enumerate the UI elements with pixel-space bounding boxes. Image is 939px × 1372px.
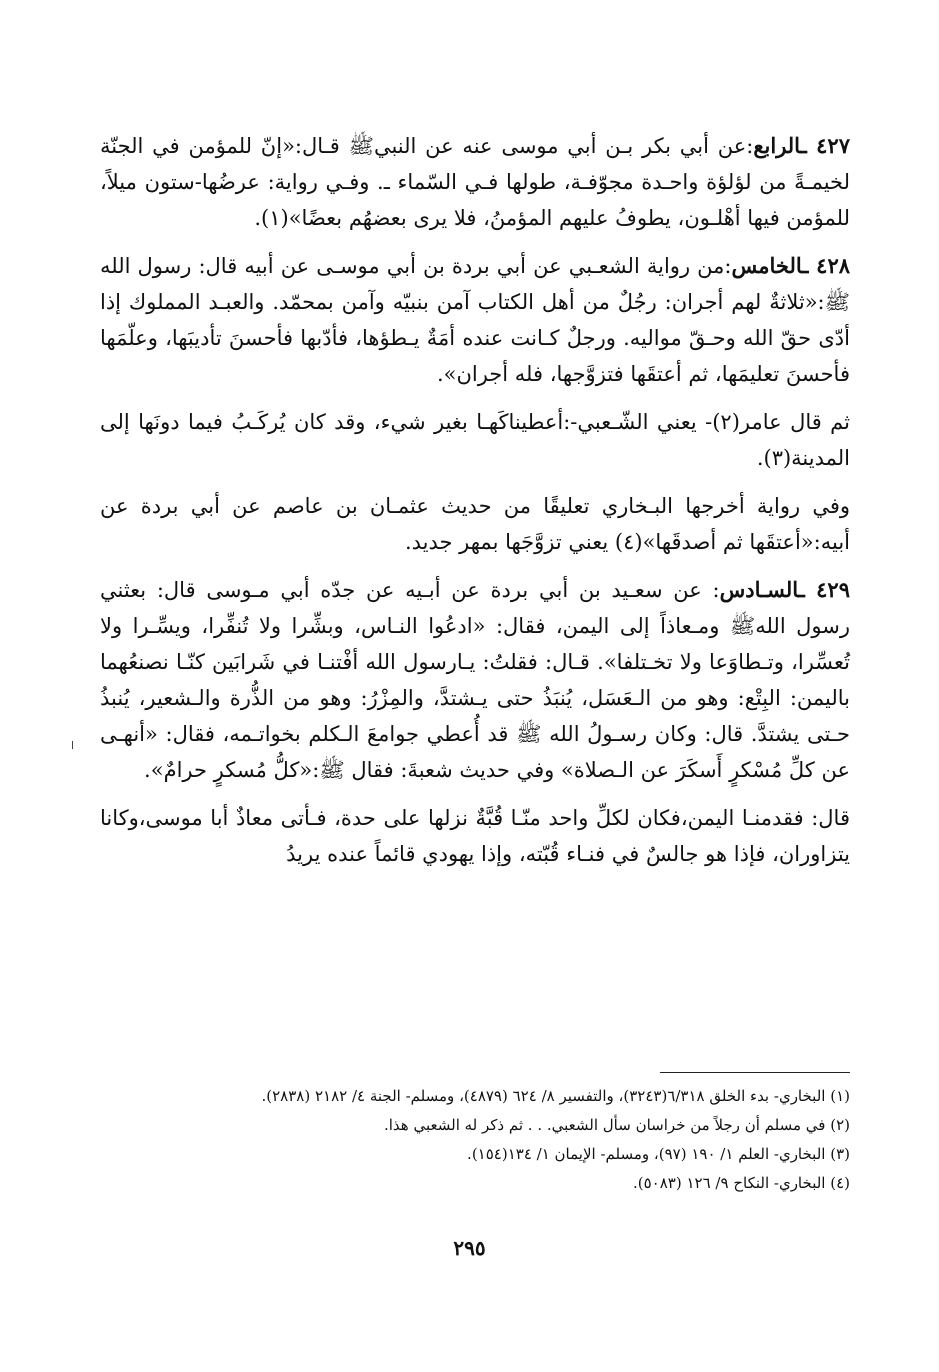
paragraph-bukhari-riwaya [100, 488, 850, 560]
hadith-heading: الرابع [753, 133, 801, 158]
hadith-text: :عن أبي بكر بـن أبي موسى عنه عن النبيﷺ قـال:«إنّ للمؤمن في الجنّة لخيمـةً من لؤلؤة واحـدة مجوّفـة، طولها فـي السّماء ـ. وفـي رواية: عرضُها-ستون ميلاً، للمؤمن فيها أهْلـون، يطوفُ عليهم المؤمنُ، فلا يرى بعضهُم بعضًا»(١). [100, 134, 850, 230]
hadith-number: ٤٢٧ ـ [800, 133, 850, 158]
main-text [100, 128, 850, 884]
paragraph-yemen [100, 800, 850, 872]
footnote-2: (٢) في مسلم أن رجلاً من خراسان سأل الشعبي. . . ثم ذكر له الشعبي هذا. [383, 1116, 850, 1134]
margin-mark [72, 741, 73, 749]
hadith-text: : عن سعـيد بن أبي بردة عن أبـيه عن جدّه أبي مـوسى قال: بعثني رسول اللهﷺ ومـعاذاً إلى اليمن، فقال: «ادعُوا النـاس، وبشِّرا ولا تُنفِّرا، ويسِّـرا ولا تُعسِّرا، وتـطاوَعا ولا تخـتلفا». قـال: فقلتُ: يـارسول الله أفْتنـا في شَرابَين كنّـا نصنعُهما باليمن: البِتْع: وهو من الـعَسَل، يُنبَذُ حتى يـشتدَّ، والمِزْرُ: وهو من الذُّرة والـشعير، يُنبذُ حـتى يشتدَّ. قال: وكان رسـولُ الله ﷺ قد أُعطي جوامعَ الـكلم بخواتـمه، فقال: «أنهـى عن كلِّ مُسْكرٍ أَسكَرَ عن الـصلاة» وفي حديث شعبةَ: فقال ﷺ:«كلُّ مُسكرٍ حرامٌ». [100, 578, 850, 782]
footnote-4: (٤) البخاري- النكاح ٩/ ١٢٦ (٥٠٨٣). [633, 1174, 850, 1192]
paragraph-text: ثم قال عامر(٢)- يعني الشّـعبي-:أعطيناكَهـا بغير شيء، وقد كان يُركَـبُ فيما دونَها إلى المدينة(٣). [100, 410, 851, 470]
footnotes [100, 1082, 850, 1198]
hadith-number: ٤٢٩ ـ [798, 577, 850, 602]
page-number: ٢٩٥ [453, 1236, 486, 1260]
footnote-separator [660, 1072, 850, 1073]
hadith-heading: الخامس [731, 253, 803, 278]
footnote-1: (١) البخاري- بدء الخلق ٦/٣١٨(٣٢٤٣)، والتفسير ٨/ ٦٢٤ (٤٨٧٩)، ومسلم- الجنة ٤/ ٢١٨٢ (٢٨٣٨). [261, 1087, 850, 1105]
hadith-428 [100, 248, 850, 392]
hadith-427 [100, 128, 850, 236]
hadith-heading: السـادس [719, 577, 799, 602]
paragraph-text: قال: فقدمنـا اليمن،فكان لكلِّ واحد منّـا قُبَّةٌ نزلها على حدة، فـأتى معاذٌ أبا موسى،وكانا يتزاوران، فإذا هو جالسٌ في فنـاء قُبّته، وإذا يهودي قائماً عنده يريدُ [100, 806, 850, 866]
paragraph-amir [100, 404, 850, 476]
footnote-3: (٣) البخاري- العلم ١/ ١٩٠ (٩٧)، ومسلم- الإيمان ١/ ١٣٤(١٥٤). [467, 1145, 850, 1163]
hadith-429 [100, 572, 850, 788]
hadith-text: :من رواية الشعـبي عن أبي بردة بن أبي موسـى عن أبيه قال: رسول الله ﷺ:«ثلاثةٌ لهم أجران: رجُلٌ من أهل الكتاب آمن بنبيّه وآمن بمحمّد. والعبـد المملوك إذا أدّى حقّ الله وحـقّ مواليه. ورجلٌ كـانت عنده أمَةٌ يـطؤها، فأدّبها فأحسنَ تأديبَها، وعلّمَها فأحسنَ تعليمَها، ثم أعتقَها فتزوَّجها، فله أجران». [100, 254, 850, 386]
hadith-number: ٤٢٨ ـ [802, 253, 851, 278]
paragraph-text: وفي رواية أخرجها البـخاري تعليقًا من حديث عثمـان بن عاصم عن أبي بردة عن أبيه:«أعتقَها ثم أصدقَها»(٤) يعني تزوَّجَها بمهر جديد. [100, 494, 850, 554]
